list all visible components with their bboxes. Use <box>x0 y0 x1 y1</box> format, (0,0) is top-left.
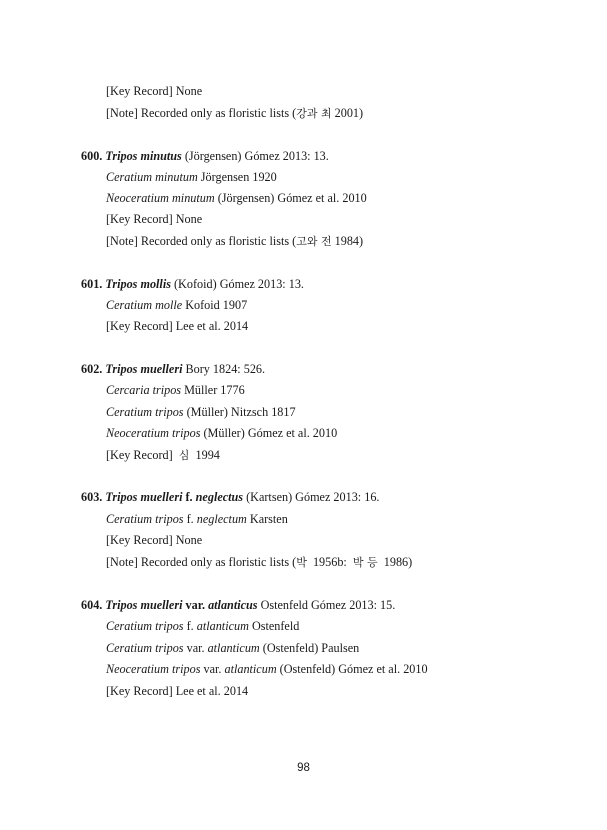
note-line: [Note] Recorded only as floristic lists (박 1956b: 박 등 1986) <box>106 555 413 569</box>
synonym-line: Ceratium tripos f. atlanticum Ostenfeld <box>106 619 300 633</box>
key-record-line: [Key Record] None <box>106 84 203 98</box>
entry-heading-600: 600. Tripos minutus (Jörgensen) Gómez 2013: 13. <box>81 149 329 163</box>
synonym-line: Neoceratium tripos var. atlanticum (Ostenfeld) Gómez et al. 2010 <box>106 662 428 676</box>
note-line: [Note] Recorded only as floristic lists (강과 최 2001) <box>106 106 364 120</box>
synonym-line: Ceratium molle Kofoid 1907 <box>106 298 248 312</box>
key-record-line: [Key Record] Lee et al. 2014 <box>106 684 249 698</box>
entry-heading-601: 601. Tripos mollis (Kofoid) Gómez 2013: 13. <box>81 277 304 291</box>
entry-heading-604: 604. Tripos muelleri var. atlanticus Ostenfeld Gómez 2013: 15. <box>81 598 396 612</box>
synonym-line: Neoceratium minutum (Jörgensen) Gómez et al. 2010 <box>106 191 367 205</box>
key-record-line: [Key Record] 심 1994 <box>106 448 220 462</box>
synonym-line: Neoceratium tripos (Müller) Gómez et al. 2010 <box>106 426 338 440</box>
note-line: [Note] Recorded only as floristic lists (고와 전 1984) <box>106 234 364 248</box>
synonym-line: Cercaria tripos Müller 1776 <box>106 383 245 397</box>
synonym-line: Ceratium minutum Jörgensen 1920 <box>106 170 277 184</box>
synonym-line: Ceratium tripos f. neglectum Karsten <box>106 512 288 526</box>
entry-heading-603: 603. Tripos muelleri f. neglectus (Kartsen) Gómez 2013: 16. <box>81 490 380 504</box>
key-record-line: [Key Record] None <box>106 212 203 226</box>
key-record-line: [Key Record] None <box>106 533 203 547</box>
page-number: 98 <box>297 762 310 774</box>
synonym-line: Ceratium tripos (Müller) Nitzsch 1817 <box>106 405 296 419</box>
synonym-line: Ceratium tripos var. atlanticum (Ostenfeld) Paulsen <box>106 641 360 655</box>
key-record-line: [Key Record] Lee et al. 2014 <box>106 319 249 333</box>
entry-heading-602: 602. Tripos muelleri Bory 1824: 526. <box>81 362 266 376</box>
